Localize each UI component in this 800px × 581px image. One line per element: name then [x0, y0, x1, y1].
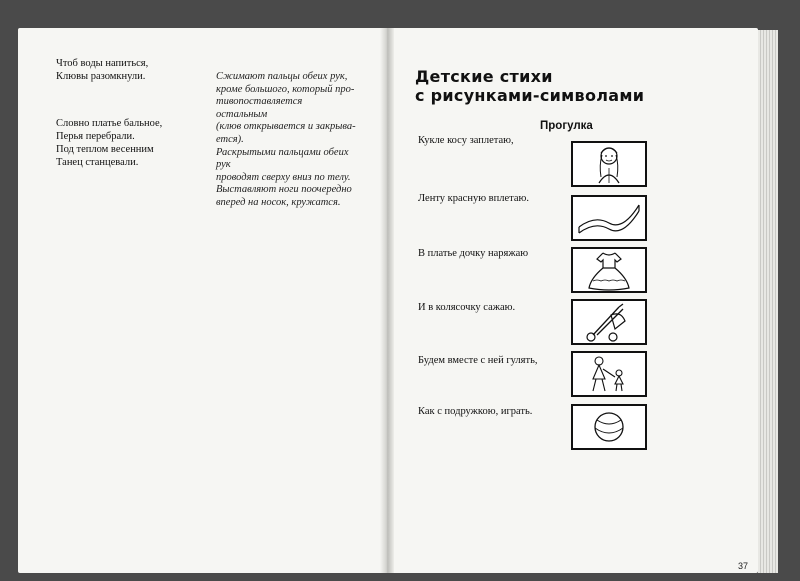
poem-line: Под теплом весенним [56, 144, 154, 155]
instruction-line: Сжимают пальцы обеих рук, [216, 71, 348, 82]
poem-line-5: Будем вместе с ней гулять, [418, 355, 538, 366]
poem-line-2: Ленту красную вплетаю. [418, 193, 529, 204]
movement-instructions [216, 71, 356, 210]
left-poem [56, 57, 216, 195]
poem-line-3: В платье дочку наряжаю [418, 248, 529, 259]
poem-line: Клювы разомкнули. [56, 71, 146, 82]
poem-line-4: И в колясочку сажаю. [418, 302, 516, 313]
mother-child-walking-icon [571, 351, 647, 397]
title-line-1: Детские стихи [415, 67, 553, 86]
ribbon-icon [571, 195, 647, 241]
page-title [415, 67, 644, 105]
poem-line: Чтоб воды напиться, [56, 58, 149, 69]
title-line-2: с рисунками-символами [415, 86, 645, 105]
instruction-line: вперед на носок, кружатся. [216, 196, 341, 208]
instruction-line: Выставляют ноги поочередно [216, 184, 352, 196]
stanza-2 [56, 117, 216, 169]
instruction-line: проводят сверху вниз по телу. [216, 171, 351, 183]
book-gutter [380, 28, 394, 573]
poem-title: Прогулка [540, 120, 593, 132]
page-number: 37 [738, 561, 749, 571]
stanza-1 [56, 57, 216, 83]
instruction-line: (клюв открывается и закрыва- [216, 121, 356, 133]
instruction-line: Раскрытыми пальцами обеих рук [216, 146, 349, 171]
poem-line: Словно платье бальное, [56, 118, 163, 129]
instruction-line: кроме большого, который про- [216, 83, 355, 95]
poem-line: Перья перебрали. [56, 131, 135, 142]
page-edges [758, 30, 778, 573]
ball-icon [571, 404, 647, 450]
instruction-line: ется). [216, 133, 244, 145]
poem-line-1: Кукле косу заплетаю, [418, 135, 514, 146]
poem-line-6: Как с подружкою, играть. [418, 406, 533, 417]
dress-icon [571, 247, 647, 293]
instruction-line: тивопоставляется остальным [216, 96, 303, 120]
poem-line: Танец станцевали. [56, 157, 139, 168]
stroller-icon [571, 299, 647, 345]
doll-braid-icon [571, 141, 647, 187]
